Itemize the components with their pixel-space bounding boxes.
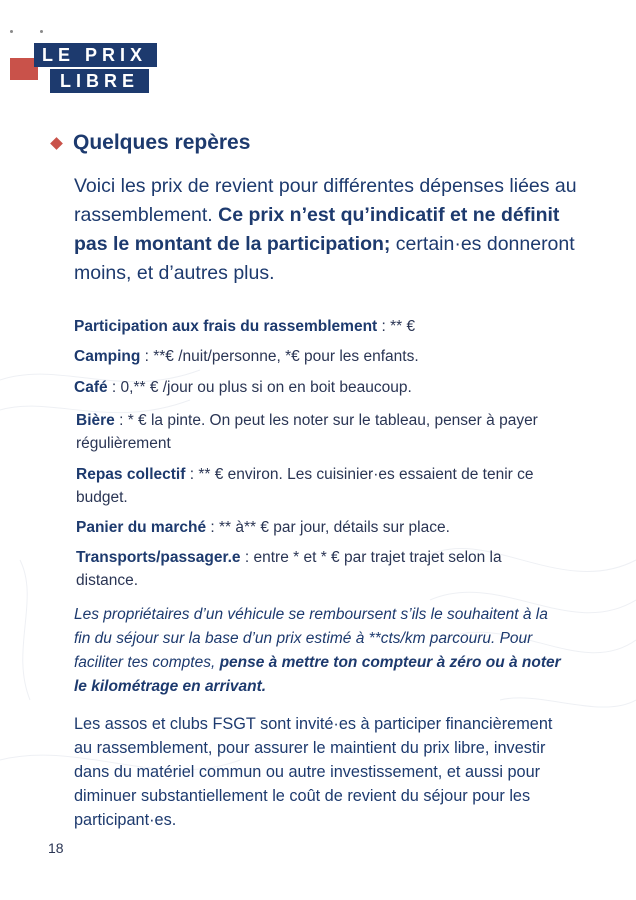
item-label: Participation aux frais du rassemblement — [74, 318, 378, 335]
list-item — [76, 409, 566, 455]
logo — [10, 43, 170, 95]
logo-line-2: LIBRE — [50, 69, 149, 93]
intro-text: Voici les prix de revient pour différentes dépenses liées au rassemblement. — [74, 175, 577, 226]
diamond-bullet-icon — [50, 137, 63, 150]
section-title: Quelques repères — [73, 131, 251, 154]
item-label: Bière — [76, 412, 115, 429]
item-value: : entre * et * € par trajet trajet selon la distance. — [76, 549, 502, 589]
list-item — [76, 463, 566, 509]
note-bold-text: pense à mettre ton compteur à zéro ou à noter le kilométrage en arrivant. — [74, 654, 561, 695]
section-heading — [52, 131, 250, 155]
item-label: Panier du marché — [76, 519, 207, 536]
item-label: Transports/passager.e — [76, 549, 241, 566]
intro-end-text: certain·es donneront moins, et d’autres plus. — [74, 233, 575, 284]
list-item — [76, 516, 566, 539]
list-item — [74, 315, 564, 338]
intro-bold-text: Ce prix n’est qu’indicatif et ne définit pas le montant de la participation; — [74, 204, 560, 255]
item-value: : 0,** € /jour ou plus si on en boit beaucoup. — [107, 379, 412, 396]
clubs-paragraph: Les assos et clubs FSGT sont invité·es à participer financièrement au rassemblement, pour assurer le maintient du prix libre, investir dans du matériel commun ou autre investissement, et aussi pour diminuer substantiellement le coût de revient du séjour pour les participant·es. — [74, 715, 553, 829]
item-label: Café — [74, 379, 108, 396]
item-value: : ** € — [377, 318, 416, 335]
list-item — [74, 345, 564, 368]
list-item — [74, 376, 564, 399]
list-item — [76, 546, 566, 592]
item-value: : ** € environ. Les cuisinier·es essaient de tenir ce budget. — [76, 466, 534, 506]
item-label: Camping — [74, 348, 141, 365]
intro-paragraph — [74, 172, 594, 288]
note-text: Les propriétaires d’un véhicule se remboursent s’ils le souhaitent à la fin du séjour sur la base d’un prix estimé à **cts/km parcouru. Pour faciliter tes comptes, — [74, 606, 548, 671]
page-number: 18 — [48, 840, 64, 856]
vehicle-note — [74, 603, 564, 699]
scan-artifact-dots — [6, 30, 46, 34]
item-value: : ** à** € par jour, détails sur place. — [206, 519, 450, 536]
logo-line-1: LE PRIX — [34, 43, 157, 67]
item-value: : **€ /nuit/personne, *€ pour les enfants. — [140, 348, 419, 365]
item-label: Repas collectif — [76, 466, 186, 483]
item-value: : * € la pinte. On peut les noter sur le tableau, penser à payer régulièrement — [76, 412, 538, 452]
